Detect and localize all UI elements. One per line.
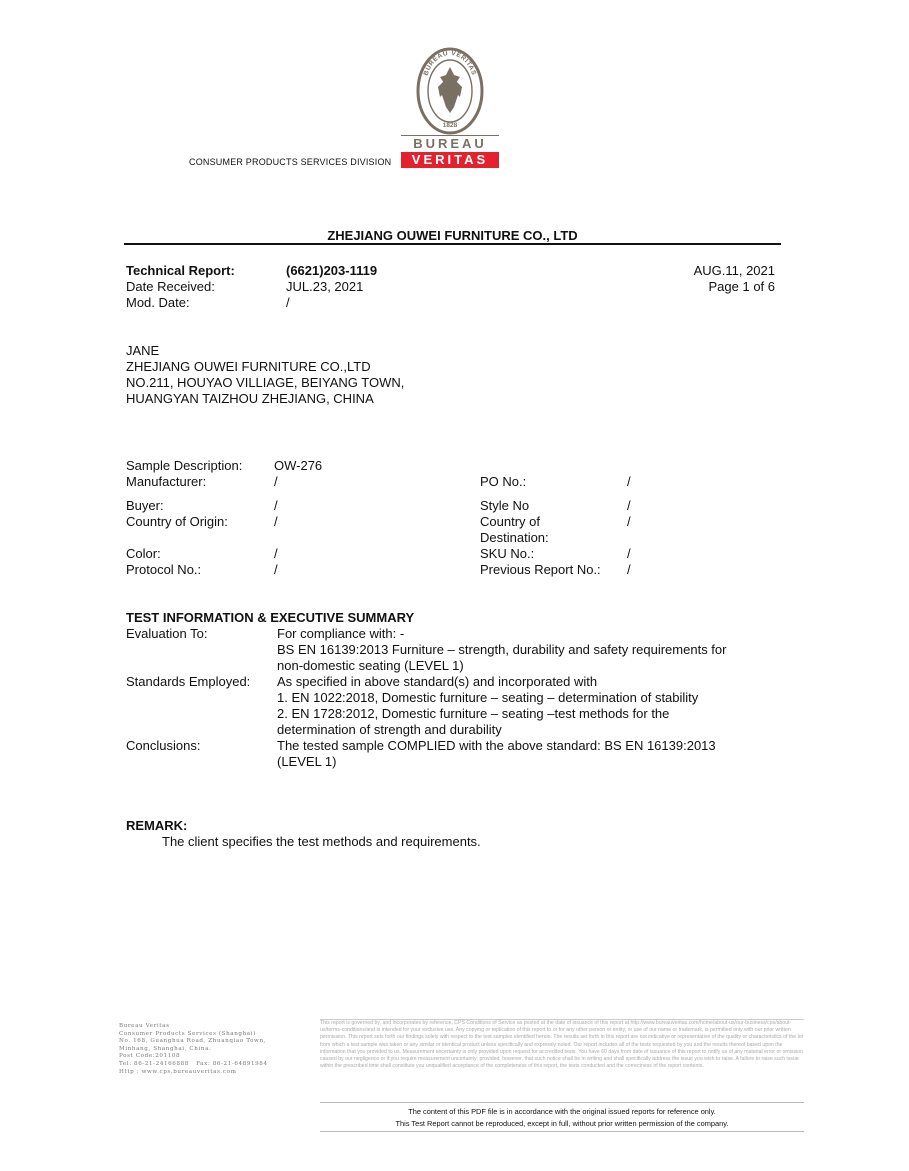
style-value: / — [627, 498, 631, 513]
address-line: NO.211, HOUYAO VILLIAGE, BEIYANG TOWN, — [126, 375, 405, 390]
standards-line: determination of strength and durability — [277, 722, 502, 737]
page-number: Page 1 of 6 — [708, 279, 775, 294]
evaluation-line: For compliance with: - — [277, 626, 405, 641]
issue-date: AUG.11, 2021 — [693, 263, 775, 278]
previous-report-value: / — [627, 562, 631, 577]
buyer-value: / — [274, 498, 278, 513]
date-received-value: JUL.23, 2021 — [286, 279, 364, 294]
standards-label: Standards Employed: — [126, 674, 251, 689]
manufacturer-value: / — [274, 474, 278, 489]
mod-date-label: Mod. Date: — [126, 295, 190, 310]
color-label: Color: — [126, 546, 161, 561]
style-label: Style No — [480, 498, 530, 513]
protocol-value: / — [274, 562, 278, 577]
sku-value: / — [627, 546, 631, 561]
manufacturer-label: Manufacturer: — [126, 474, 207, 489]
address-line: ZHEJIANG OUWEI FURNITURE CO.,LTD — [126, 359, 371, 374]
footer-legal-text: This report is governed by, and incorporates by reference, CPS Conditions of Service as posted at the date of issuance of this report at http://www.bureauveritas.com/home/about-us/our-business/cps/about-us/terms-conditions/and is intended for your exclusive use. Any copying or replication of this report to or for any other person or entity, or use of our name or trademark, is permitted only with our prior written permission. This report sets forth our findings solely with respect to the test samples identified herein. The results set forth in this report are not indicative or representative of the quality or characteristics of the lot from which a test sample was taken or any similar or identical product unless specifically and expressly noted. Our report includes all of the tests requested by you and the results thereof based upon the information that you provided to us. Measurement uncertainty is only provided upon request for accredited tests. You have 60 days from date of issuance of this report to notify us of any material error or omission caused by our negligence or if you require measurement uncertainty; provided, however, that such notice shall be in writing and shall specifically address the issue you wish to raise. A failure to raise such issue within the prescribed time shall constitute you unqualified acceptance of the completeness of this report, the tests conducted and the correctness of the report contents. — [320, 1020, 804, 1070]
po-value: / — [627, 474, 631, 489]
protocol-label: Protocol No.: — [126, 562, 202, 577]
division-label: CONSUMER PRODUCTS SERVICES DIVISION — [189, 157, 392, 167]
country-destination-label: Destination: — [480, 530, 549, 545]
country-destination-value: / — [627, 514, 631, 529]
sample-description-value: OW-276 — [274, 458, 323, 473]
conclusions-label: Conclusions: — [126, 738, 201, 753]
wordmark-top: BUREAU — [401, 135, 499, 152]
sample-description-label: Sample Description: — [126, 458, 243, 473]
previous-report-label: Previous Report No.: — [480, 562, 601, 577]
buyer-label: Buyer: — [126, 498, 164, 513]
country-origin-label: Country of Origin: — [126, 514, 228, 529]
evaluation-line: BS EN 16139:2013 Furniture – strength, durability and safety requirements for — [277, 642, 727, 657]
standards-line: 2. EN 1728:2012, Domestic furniture – seating –test methods for the — [277, 706, 670, 721]
bureau-veritas-wordmark — [401, 135, 499, 168]
conclusions-line: The tested sample COMPLIED with the above standard: BS EN 16139:2013 — [277, 738, 716, 753]
standards-line: 1. EN 1022:2018, Domestic furniture – seating – determination of stability — [277, 690, 699, 705]
address-line: HUANGYAN TAIZHOU ZHEJIANG, CHINA — [126, 391, 374, 406]
color-value: / — [274, 546, 278, 561]
footer-divider — [320, 1102, 804, 1103]
conclusions-line: (LEVEL 1) — [277, 754, 337, 769]
date-received-label: Date Received: — [126, 279, 215, 294]
address-line: JANE — [126, 343, 160, 358]
technical-report-value: (6621)203-1119 — [286, 263, 378, 278]
footer-divider — [320, 1131, 804, 1132]
wordmark-bottom: VERITAS — [401, 152, 499, 168]
bureau-veritas-seal-logo — [416, 47, 484, 135]
remark-text: The client specifies the test methods and requirements. — [162, 834, 481, 849]
country-destination-label: Country of — [480, 514, 540, 529]
country-origin-value: / — [274, 514, 278, 529]
seal-year: 1828 — [442, 122, 458, 129]
po-label: PO No.: — [480, 474, 527, 489]
sku-label: SKU No.: — [480, 546, 535, 561]
evaluation-label: Evaluation To: — [126, 626, 208, 641]
mod-date-value: / — [286, 295, 290, 310]
seal-text: BUREAU VERITAS — [422, 49, 478, 77]
footer-address: Bureau Veritas Consumer Products Services (Shanghai) No. 168, Guanghua Road, Zhuanqiao Town, Minhang, Shanghai, China. Post Code:201108 Tel: 86-21-24166888 Fax: 86-21-64891984 Http : www.cps.bureauveritas.com — [119, 1023, 268, 1075]
footer-note: This Test Report cannot be reproduced, except in full, without prior written permission of the company. — [395, 1119, 729, 1128]
standards-line: As specified in above standard(s) and incorporated with — [277, 674, 598, 689]
remark-heading: REMARK: — [126, 818, 188, 833]
company-title: ZHEJIANG OUWEI FURNITURE CO., LTD — [327, 228, 578, 243]
technical-report-label: Technical Report: — [126, 263, 235, 278]
title-divider — [124, 243, 781, 245]
summary-heading: TEST INFORMATION & EXECUTIVE SUMMARY — [126, 610, 415, 625]
evaluation-line: non-domestic seating (LEVEL 1) — [277, 658, 464, 673]
footer-note: The content of this PDF file is in accordance with the original issued reports for reference only. — [408, 1107, 716, 1116]
